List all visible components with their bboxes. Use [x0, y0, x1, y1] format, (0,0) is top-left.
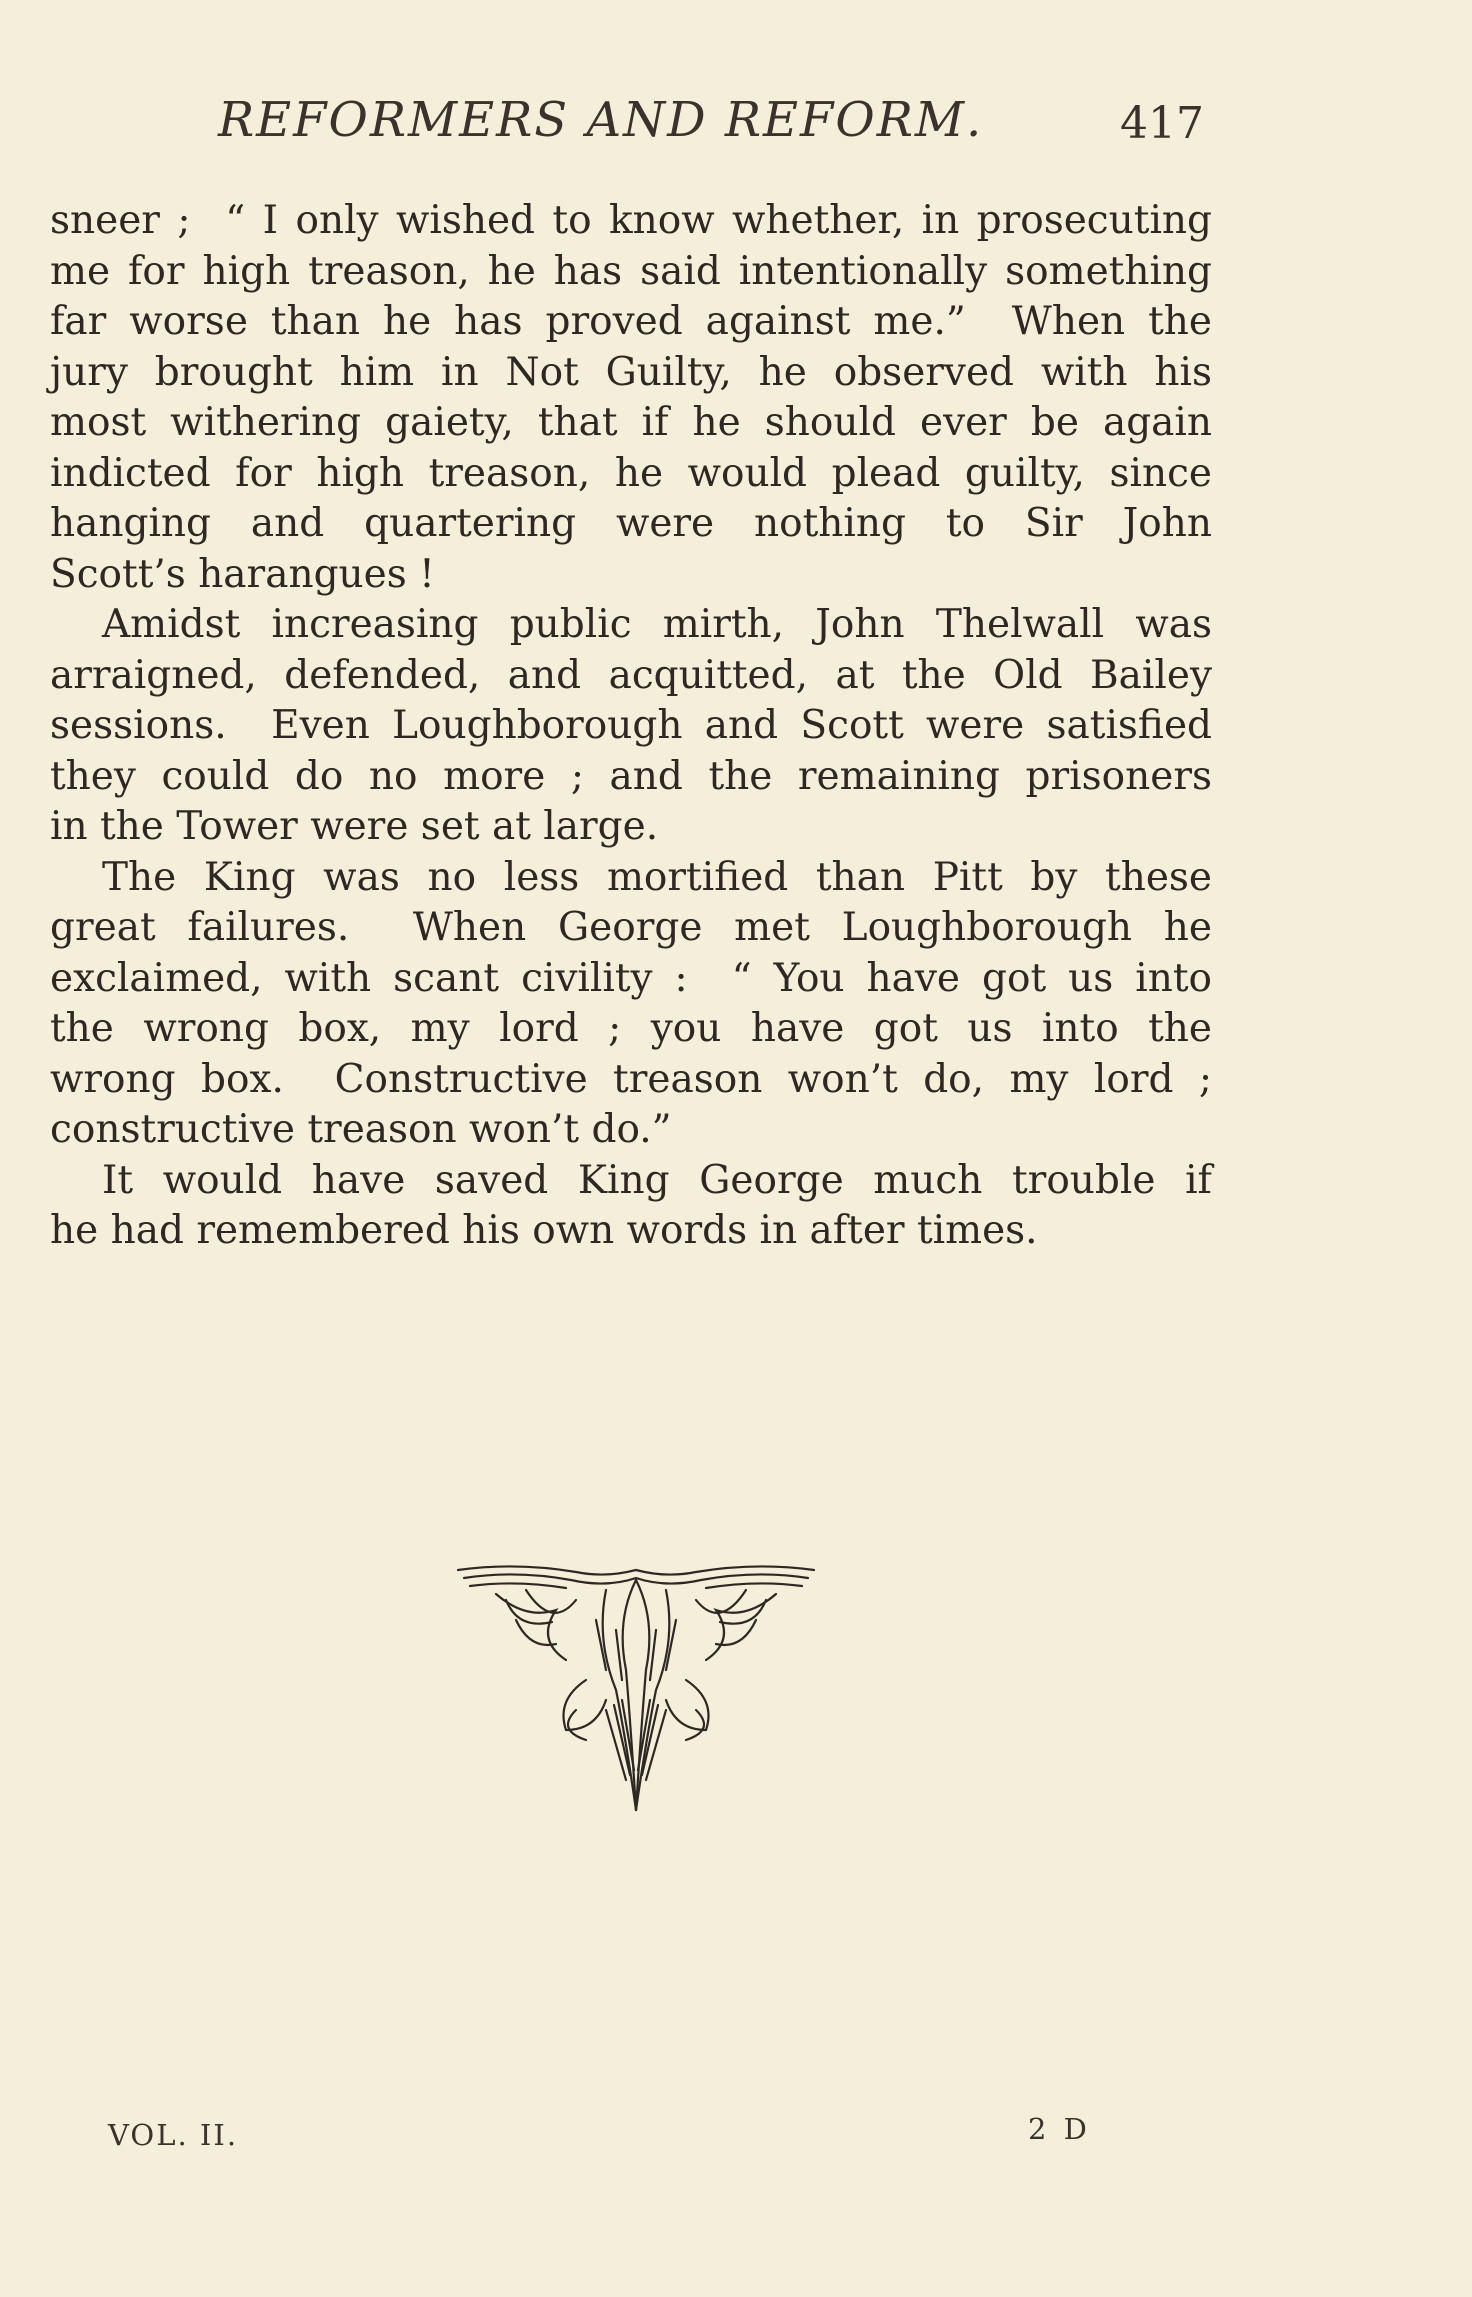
- volume-label: VOL. II.: [108, 2118, 239, 2152]
- text-line: It would have saved King George much trouble if: [102, 1157, 1212, 1203]
- text-line: Scott’s harangues !: [50, 551, 435, 597]
- text-line: most withering gaiety, that if he should ever be again: [50, 400, 1212, 445]
- text-line: jury brought him in Not Guilty, he observed with his: [50, 349, 1212, 395]
- signature-mark: 2 D: [1028, 2112, 1091, 2146]
- body-text: [50, 196, 1212, 1257]
- text-line: he had remembered his own words in after times.: [50, 1208, 1038, 1253]
- text-line: exclaimed, with scant civility : “ You have got us into: [50, 955, 1212, 1001]
- text-line: The King was no less mortified than Pitt by these: [102, 854, 1212, 900]
- text-line: the wrong box, my lord ; you have got us into the: [50, 1006, 1212, 1051]
- text-line: Amidst increasing public mirth, John Thelwall was: [102, 602, 1212, 647]
- text-line: they could do no more ; and the remaining prisoners: [50, 753, 1212, 799]
- running-head-title: REFORMERS AND REFORM.: [218, 92, 984, 148]
- page-number: 417: [1120, 98, 1204, 149]
- text-line: far worse than he has proved against me.” When the: [50, 299, 1212, 344]
- text-line: wrong box. Constructive treason won’t do, my lord ;: [50, 1056, 1212, 1102]
- running-head: [218, 92, 1204, 152]
- text-line: me for high treason, he has said intentionally something: [50, 248, 1212, 294]
- text-line: indicted for high treason, he would plead guilty, since: [50, 450, 1212, 496]
- text-line: great failures. When George met Loughborough he: [50, 905, 1212, 950]
- text-line: in the Tower were set at large.: [50, 804, 659, 849]
- text-line: hanging and quartering were nothing to Sir John: [50, 501, 1212, 546]
- text-line: sneer ; “ I only wished to know whether, in prosecuting: [50, 198, 1212, 243]
- text-line: sessions. Even Loughborough and Scott were satisfied: [50, 703, 1212, 748]
- text-line: constructive treason won’t do.”: [50, 1107, 672, 1152]
- text-line: arraigned, defended, and acquitted, at the Old Bailey: [50, 652, 1212, 698]
- tailpiece-ornament-icon: [456, 1560, 816, 1820]
